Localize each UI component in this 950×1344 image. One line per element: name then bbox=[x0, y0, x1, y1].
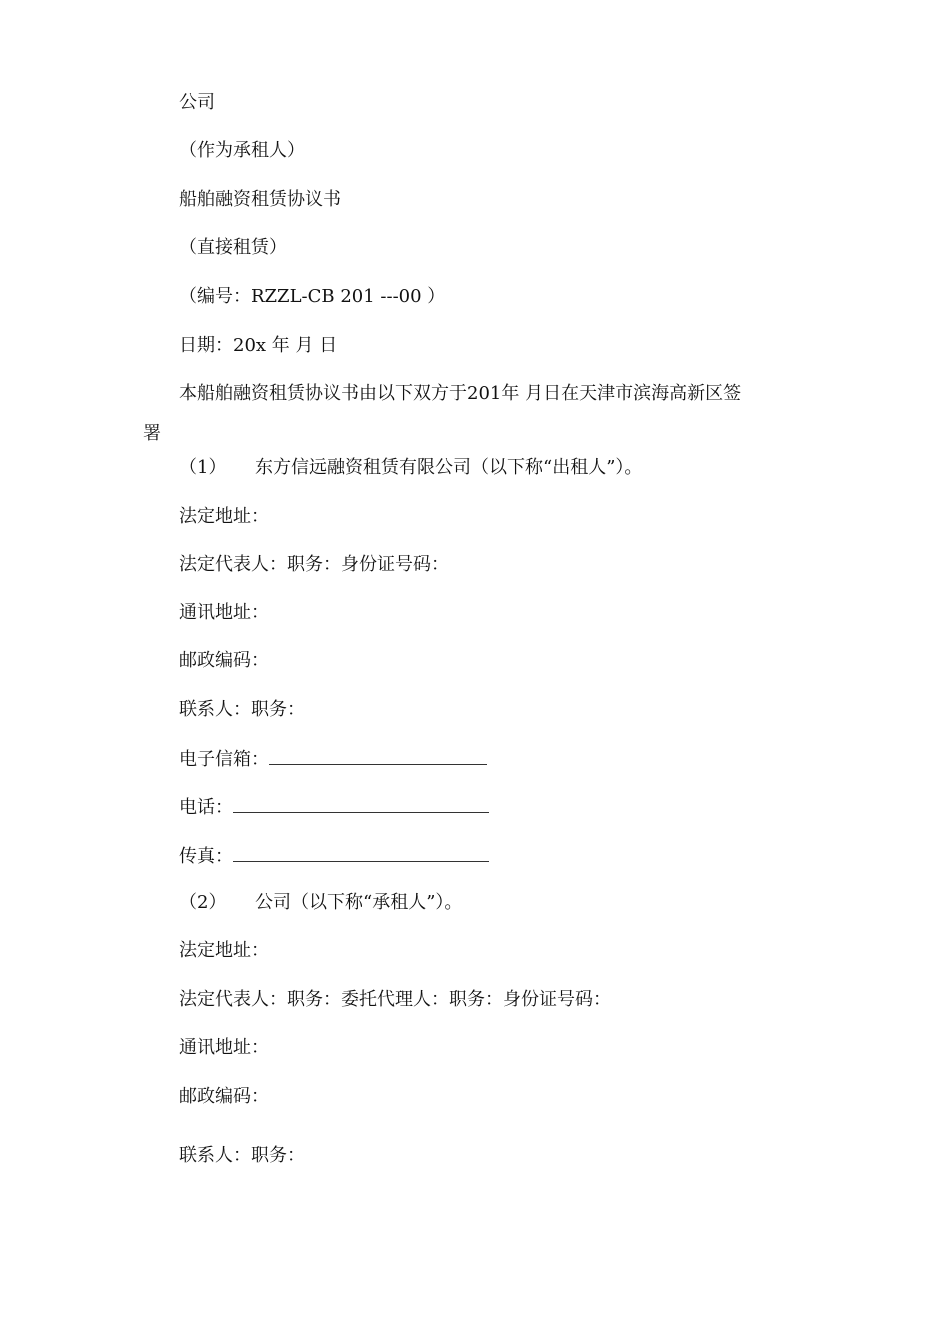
party1-fax-row bbox=[179, 843, 489, 869]
document-number: （编号：RZZL-CB 201 ---00 ） bbox=[179, 286, 446, 307]
party2-address: 法定地址： bbox=[179, 940, 269, 961]
party1-phone-label: 电话： bbox=[179, 797, 233, 818]
party1-mail-address: 通讯地址： bbox=[179, 602, 269, 623]
party2-number: （2） bbox=[179, 892, 227, 913]
party1-fax-blank[interactable] bbox=[233, 843, 489, 862]
party1-name: 东方信远融资租赁有限公司（以下称“出租人”）。 bbox=[255, 457, 643, 478]
party1-phone-row bbox=[179, 794, 489, 820]
role-note: （作为承租人） bbox=[179, 140, 305, 161]
party1-address: 法定地址： bbox=[179, 506, 269, 527]
party1-heading bbox=[179, 456, 642, 480]
party1-postal-code: 邮政编码： bbox=[179, 650, 269, 671]
intro-line-1: 本船舶融资租赁协议书由以下双方于201年 月日在天津市滨海高新区签 bbox=[179, 383, 742, 404]
document-date: 日期：20x 年 月 日 bbox=[179, 335, 338, 356]
party1-email-row bbox=[179, 746, 487, 772]
party2-name: 公司（以下称“承租人”）。 bbox=[255, 892, 463, 913]
document-title: 船舶融资租赁协议书 bbox=[179, 189, 341, 210]
party1-phone-blank[interactable] bbox=[233, 794, 489, 813]
intro-line-2: 署 bbox=[143, 423, 161, 444]
party1-number: （1） bbox=[179, 457, 227, 478]
party1-fax-label: 传真： bbox=[179, 846, 233, 867]
party1-email-label: 电子信箱： bbox=[179, 749, 269, 770]
party2-representative: 法定代表人：职务：委托代理人：职务：身份证号码： bbox=[179, 989, 611, 1010]
party2-mail-address: 通讯地址： bbox=[179, 1037, 269, 1058]
party2-heading bbox=[179, 891, 462, 915]
party1-contact: 联系人：职务： bbox=[179, 699, 305, 720]
party1-email-blank[interactable] bbox=[269, 746, 487, 765]
party1-representative: 法定代表人：职务：身份证号码： bbox=[179, 554, 449, 575]
company-line: 公司 bbox=[179, 92, 215, 113]
party2-contact: 联系人：职务： bbox=[179, 1145, 305, 1166]
party2-postal-code: 邮政编码： bbox=[179, 1086, 269, 1107]
lease-type: （直接租赁） bbox=[179, 237, 287, 258]
